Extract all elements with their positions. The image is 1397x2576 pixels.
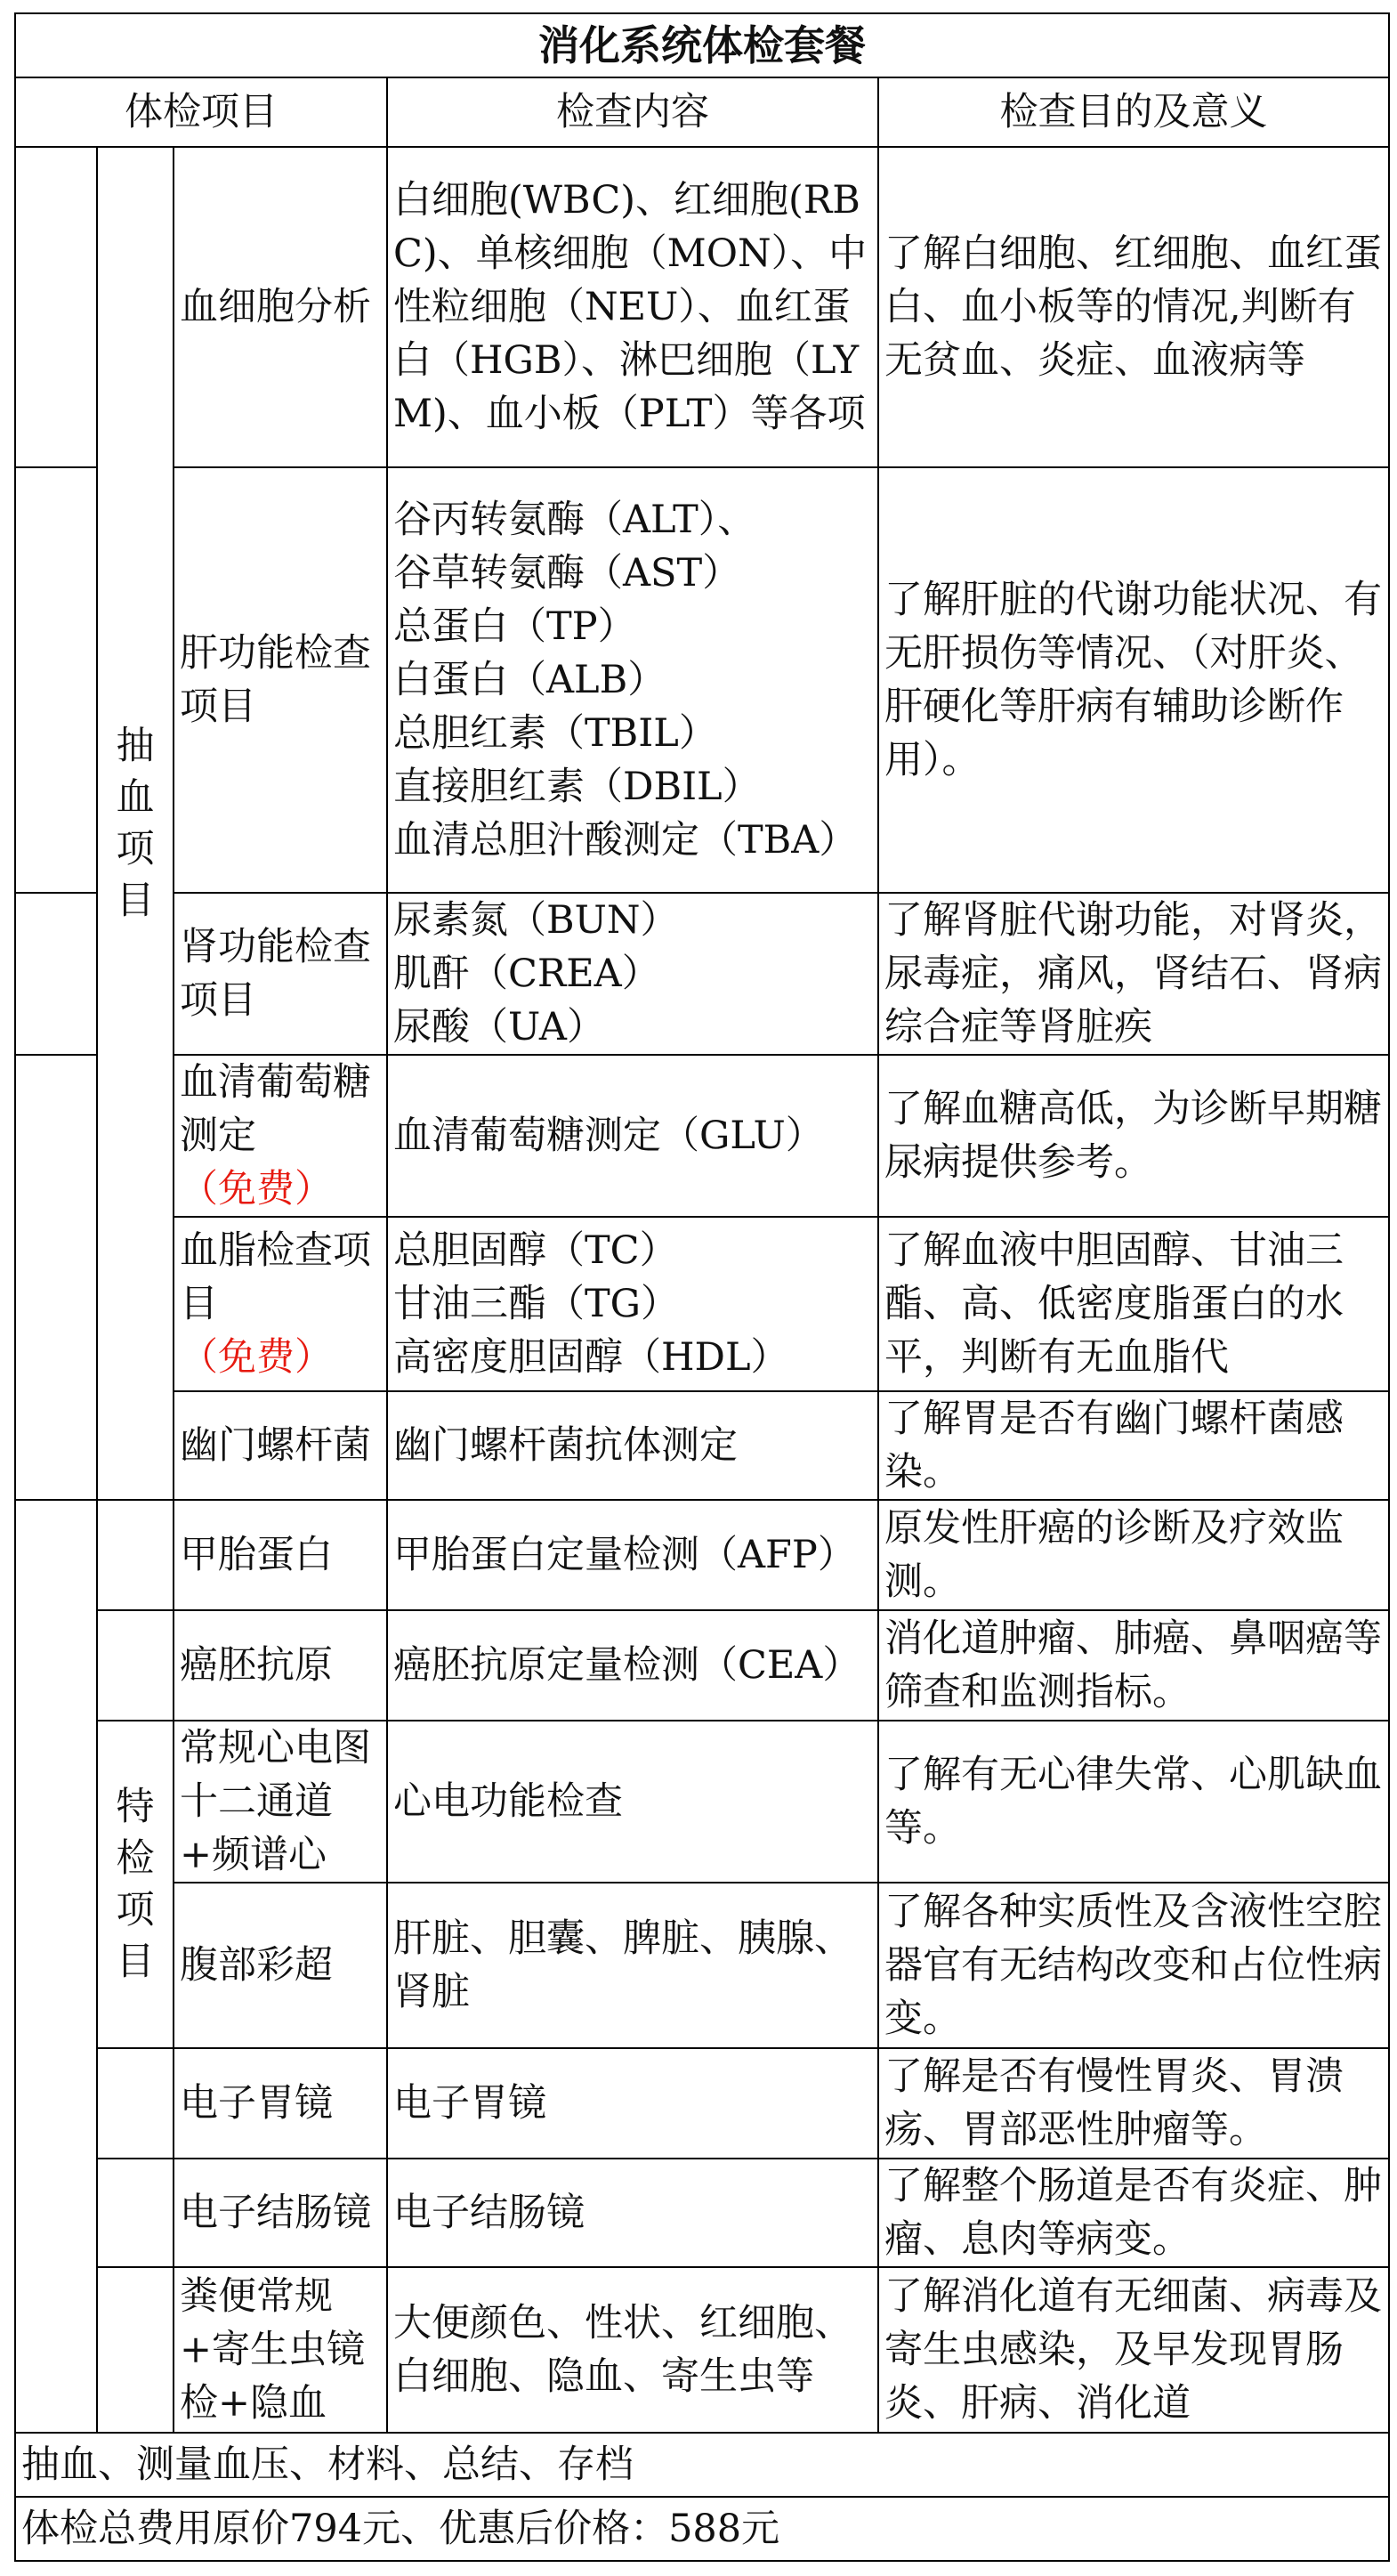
- item-content: 幽门螺杆菌抗体测定: [387, 1391, 878, 1500]
- item-purpose: 了解肝脏的代谢功能状况、有无肝损伤等情况、（对肝炎、肝硬化等肝病有辅助诊断作用）。: [878, 467, 1389, 893]
- item-name: 肾功能检查项目: [174, 893, 387, 1055]
- item-purpose: 了解是否有慢性胃炎、胃溃疡、胃部恶性肿瘤等。: [878, 2048, 1389, 2159]
- item-content-list: [387, 893, 878, 1055]
- header-item: 体检项目: [15, 77, 387, 147]
- blank-cell: [97, 2159, 174, 2267]
- item-purpose: [878, 893, 1389, 1055]
- item-content: 心电功能检查: [387, 1721, 878, 1883]
- content-line: 血清总胆汁酸测定（TBA）: [393, 818, 858, 863]
- item-purpose: [878, 2267, 1389, 2433]
- item-content: 大便颜色、性状、红细胞、白细胞、隐血、寄生虫等: [387, 2267, 878, 2433]
- page-title: 消化系统体检套餐: [15, 13, 1389, 77]
- group-label-special: 特检项目: [116, 1785, 155, 1984]
- item-name: 幽门螺杆菌: [174, 1391, 387, 1500]
- content-line: 总蛋白（TP）: [393, 604, 636, 649]
- item-content-list: [387, 467, 878, 893]
- item-name: 常规心电图十二通道+频谱心: [180, 1726, 371, 1877]
- outer-blank-cell: [15, 147, 97, 467]
- content-line: 尿酸（UA）: [393, 1005, 605, 1049]
- price-row: 体检总费用原价794元、优惠后价格：588元: [15, 2497, 1389, 2561]
- item-name-cell: [174, 1055, 387, 1217]
- content-line: 直接胆红素（DBIL）: [393, 765, 761, 809]
- item-name: 电子胃镜: [174, 2048, 387, 2159]
- item-purpose: 了解各种实质性及含液性空腔器官有无结构改变和占位性病变。: [878, 1883, 1389, 2048]
- content-line: 谷丙转氨酶（ALT）、: [393, 498, 756, 542]
- content-line: 总胆固醇（TC）: [393, 1228, 678, 1273]
- item-name: 电子结肠镜: [174, 2159, 387, 2267]
- item-purpose: 消化道肿瘤、肺癌、鼻咽癌等筛查和监测指标。: [878, 1610, 1389, 1721]
- item-content-list: [387, 1217, 878, 1391]
- free-tag: （免费）: [180, 1167, 333, 1211]
- content-line: 肌酐（CREA）: [393, 952, 660, 996]
- item-purpose: 了解整个肠道是否有炎症、肿瘤、息肉等病变。: [878, 2159, 1389, 2267]
- outer-blank-cell: [15, 467, 97, 893]
- item-content: 甲胎蛋白定量检测（AFP）: [387, 1500, 878, 1610]
- content-line: 尿素氮（BUN）: [393, 898, 679, 943]
- header-purpose: 检查目的及意义: [878, 77, 1389, 147]
- item-content: 电子结肠镜: [387, 2159, 878, 2267]
- item-name: 癌胚抗原: [174, 1610, 387, 1721]
- item-name: 甲胎蛋白: [174, 1500, 387, 1610]
- content-line: 白蛋白（ALB）: [393, 658, 666, 702]
- item-name: 粪便常规+寄生虫镜检+隐血: [174, 2267, 387, 2433]
- item-purpose: 原发性肝癌的诊断及疗效监测。: [878, 1500, 1389, 1610]
- outer-blank-cell: [15, 1055, 97, 1500]
- item-purpose: [878, 1217, 1389, 1391]
- item-purpose: 了解有无心律失常、心肌缺血等。: [878, 1721, 1389, 1883]
- blank-cell: [97, 1610, 174, 1721]
- services-row: 抽血、测量血压、材料、总结、存档: [15, 2433, 1389, 2497]
- group-label-blood: 抽血项目: [116, 724, 155, 923]
- content-line: 谷草转氨酶（AST）: [393, 551, 741, 595]
- outer-blank-cell: [15, 893, 97, 1055]
- outer-blank-cell: [15, 1500, 97, 2433]
- header-content: 检查内容: [387, 77, 878, 147]
- blank-cell: [97, 1500, 174, 1610]
- item-name-cell: [174, 1721, 387, 1883]
- package-table: [14, 12, 1390, 2562]
- purpose-text: 了解消化道有无细菌、病毒及寄生虫感染，及早发现胃肠炎、肝病、消化道: [884, 2274, 1382, 2426]
- item-content: 血清葡萄糖测定（GLU）: [387, 1055, 878, 1217]
- item-purpose: 了解白细胞、红细胞、血红蛋白、血小板等的情况,判断有无贫血、炎症、血液病等: [878, 147, 1389, 467]
- item-name: 肝功能检查项目: [174, 467, 387, 893]
- content-line: 总胆红素（TBIL）: [393, 711, 717, 756]
- purpose-text: 了解肾脏代谢功能，对肾炎，尿毒症，痛风，肾结石、肾病综合症等肾脏疾: [884, 898, 1382, 1049]
- item-name-cell: [174, 1217, 387, 1391]
- item-name: 血清葡萄糖测定: [180, 1060, 371, 1158]
- special-group-cell: [97, 1721, 174, 2048]
- content-line: 高密度胆固醇（HDL）: [393, 1335, 789, 1380]
- content-line: 甘油三酯（TG）: [393, 1282, 680, 1326]
- item-content: 电子胃镜: [387, 2048, 878, 2159]
- item-name: 腹部彩超: [174, 1883, 387, 2048]
- purpose-text: 了解血液中胆固醇、甘油三酯、高、低密度脂蛋白的水平，判断有无血脂代: [884, 1228, 1344, 1380]
- item-content: 肝脏、胆囊、脾脏、胰腺、肾脏: [387, 1883, 878, 2048]
- item-content: 癌胚抗原定量检测（CEA）: [387, 1610, 878, 1721]
- blood-group-cell: [97, 147, 174, 1500]
- item-purpose: 了解血糖高低，为诊断早期糖尿病提供参考。: [878, 1055, 1389, 1217]
- item-purpose: 了解胃是否有幽门螺杆菌感染。: [878, 1391, 1389, 1500]
- free-tag: （免费）: [180, 1335, 333, 1380]
- blank-cell: [97, 2267, 174, 2433]
- item-content: 白细胞(WBC)、红细胞(RBC)、单核细胞（MON）、中性粒细胞（NEU）、血红蛋白（HGB）、淋巴细胞（LYM)、血小板（PLT）等各项: [387, 147, 878, 467]
- item-name: 血细胞分析: [174, 147, 387, 467]
- item-name: 血脂检查项目: [180, 1228, 371, 1326]
- blank-cell: [97, 2048, 174, 2159]
